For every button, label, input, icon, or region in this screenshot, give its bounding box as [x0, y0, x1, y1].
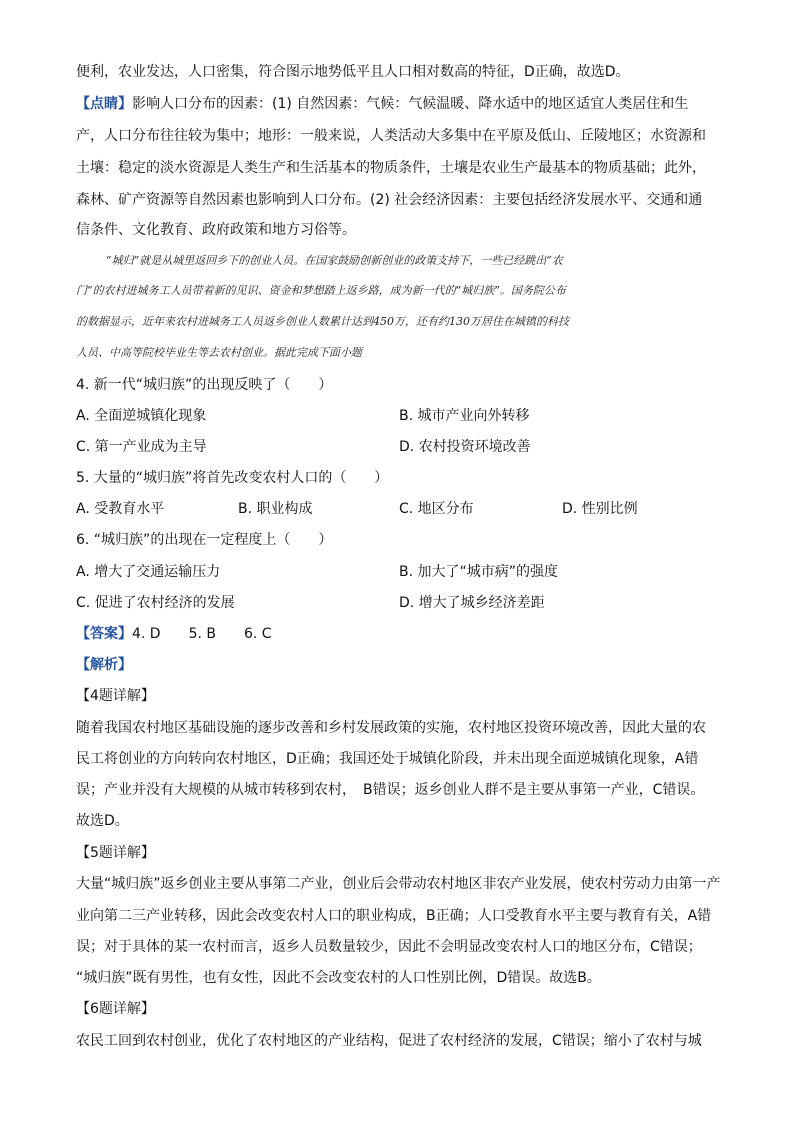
q4-option-b: B. 城市产业向外转移	[399, 408, 530, 424]
question-5-stem: 5. 大量的“城归族”将首先改变农村人口的（ ）	[76, 470, 389, 486]
dianjing-paragraph	[76, 94, 688, 114]
dianjing-tag: 【点睛】	[76, 96, 132, 112]
text-line: 森林、矿产资源等自然因素也影响到人口分布。(2) 社会经济因素：主要包括经济发展水平、交通和通	[76, 192, 703, 208]
text-line: 土壤：稳定的淡水资源是人类生产和生活基本的物质条件，土壤是农业生产最基本的物质基础；此外，	[76, 160, 706, 176]
q4-detail-heading	[76, 686, 155, 706]
q6-detail-line: 农民工回到农村创业，优化了农村地区的产业结构，促进了农村经济的发展，C错误；缩小了农村与城	[76, 1033, 702, 1049]
q5-option-b: B. 职业构成	[238, 501, 313, 517]
answer-tag: 【答案】	[76, 626, 132, 642]
q4-detail-line: 误；产业并没有大规模的从城市转移到农村， B错误；返乡创业人群不是主要从事第一产业，C错误。	[76, 782, 705, 798]
q4-detail-tag: 【4题详解】	[76, 688, 155, 704]
q4-detail-line: 故选D。	[76, 813, 129, 829]
text-line: 信条件、文化教育、政府政策和地方习俗等。	[76, 222, 356, 238]
question-6-stem: 6. “城归族”的出现在一定程度上（ ）	[76, 532, 333, 548]
q5-option-c: C. 地区分布	[399, 501, 474, 517]
q6-option-c: C. 促进了农村经济的发展	[76, 595, 235, 611]
q5-detail-line: 业向第二三产业转移，因此会改变农村人口的职业构成，B正确；人口受教育水平主要与教育有关，A错	[76, 908, 712, 924]
q4-option-c: C. 第一产业成为主导	[76, 439, 207, 455]
q6-detail-heading	[76, 999, 155, 1019]
text-line: 产，人口分布往往较为集中；地形：一般来说，人类活动大多集中在平原及低山、丘陵地区；水资源和	[76, 128, 706, 144]
question-4-stem: 4. 新一代“城归族”的出现反映了（ ）	[76, 377, 333, 393]
q6-option-a: A. 增大了交通运输压力	[76, 564, 221, 580]
q4-detail-line: 随着我国农村地区基础设施的逐步改善和乡村发展政策的实施，农村地区投资环境改善，因此大量的农	[76, 720, 706, 736]
material-line: 的数据显示，近年来农村进城务工人员返乡创业人数累计达到450万，还有约130万居住在城镇的科技	[76, 315, 569, 328]
material-line: “城归”就是从城里返回乡下的创业人员。在国家鼓励创新创业的政策支持下，一些已经跳出“农	[106, 254, 563, 267]
q6-option-d: D. 增大了城乡经济差距	[399, 595, 545, 611]
q5-option-a: A. 受教育水平	[76, 501, 165, 517]
q5-detail-tag: 【5题详解】	[76, 845, 155, 861]
answer-line	[76, 624, 272, 644]
q5-option-d: D. 性别比例	[562, 501, 638, 517]
analysis-heading: 【解析】	[76, 657, 132, 673]
answer-text: 4. D 5. B 6. C	[132, 626, 272, 642]
q5-detail-line: “城归族”既有男性，也有女性，因此不会改变农村的人口性别比例，D错误。故选B。	[76, 970, 601, 986]
q4-option-d: D. 农村投资环境改善	[399, 439, 531, 455]
material-line: 门”的农村进城务工人员带着新的见识、资金和梦想踏上返乡路，成为新一代的“城归族”。国务院公布	[76, 284, 566, 297]
q5-detail-line: 大量“城归族”返乡创业主要从事第二产业，创业后会带动农村地区非农产业发展，使农村劳动力由第一产	[76, 876, 721, 892]
text-line: 便利，农业发达，人口密集，符合图示地势低平且人口相对数高的特征，D正确，故选D。	[76, 64, 630, 80]
q5-detail-line: 误；对于具体的某一农村而言，返乡人员数量较少，因此不会明显改变农村人口的地区分布，C错误；	[76, 939, 702, 955]
q4-option-a: A. 全面逆城镇化现象	[76, 408, 207, 424]
dianjing-text: 影响人口分布的因素：(1) 自然因素：气候：气候温暖、降水适中的地区适宜人类居住和生	[132, 96, 689, 112]
material-line: 人员、中高等院校毕业生等去农村创业。据此完成下面小题	[76, 346, 362, 359]
q4-detail-line: 民工将创业的方向转向农村地区，D正确；我国还处于城镇化阶段，并未出现全面逆城镇化现象，A错	[76, 751, 699, 767]
q6-detail-tag: 【6题详解】	[76, 1001, 155, 1017]
q6-option-b: B. 加大了“城市病”的强度	[399, 564, 559, 580]
q5-detail-heading	[76, 843, 155, 863]
